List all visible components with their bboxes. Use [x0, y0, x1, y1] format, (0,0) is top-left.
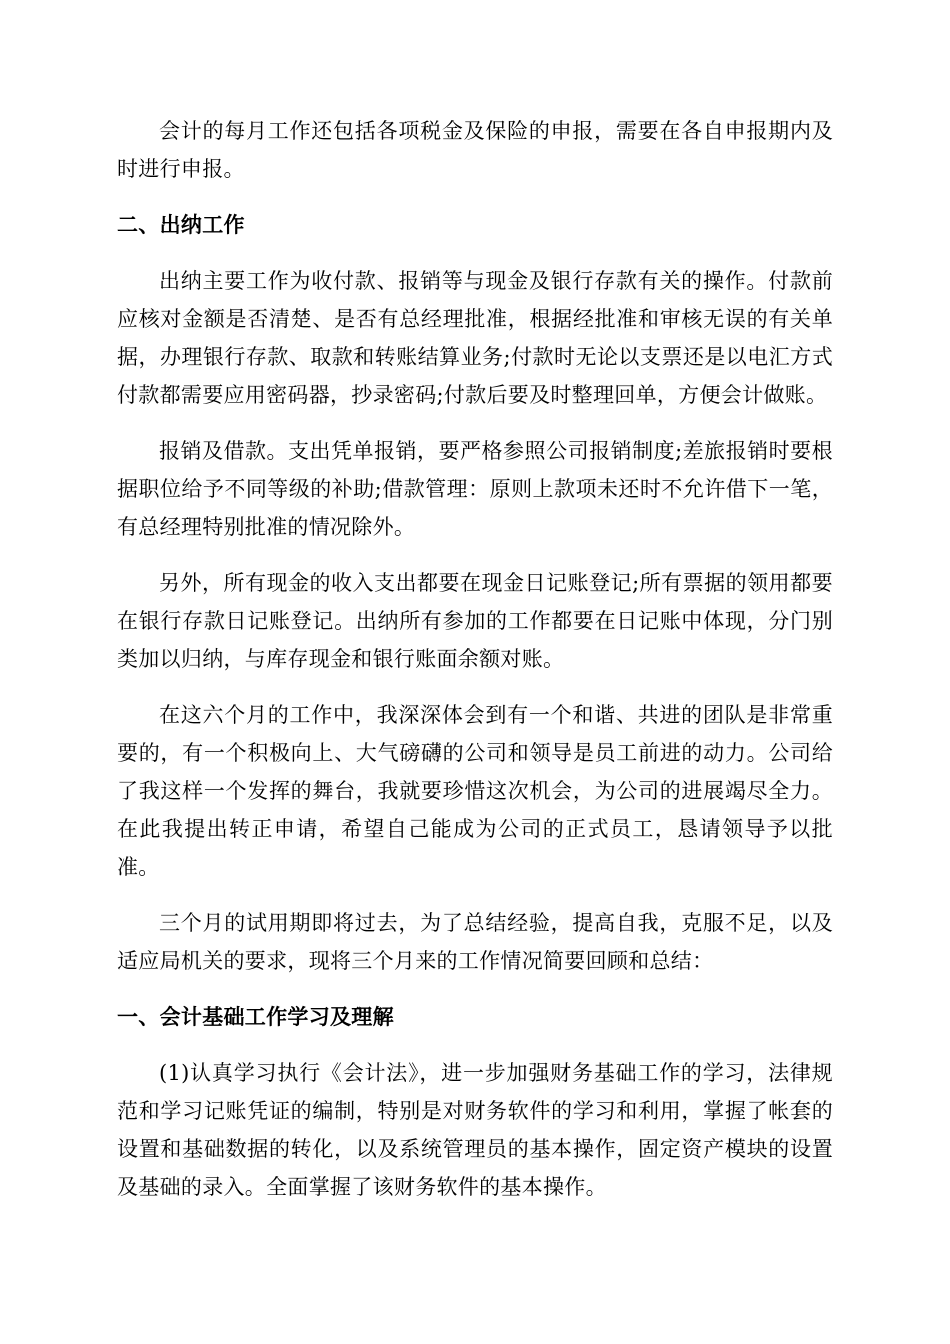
paragraph-reimbursement-loans: 报销及借款。支出凭单报销，要严格参照公司报销制度;差旅报销时要根据职位给予不同等级的补助;借款管理：原则上款项未还时不允许借下一笔，有总经理特别批准的情况除外。 [117, 439, 833, 539]
paragraph-cash-journal: 另外，所有现金的收入支出都要在现金日记账登记;所有票据的领用都要在银行存款日记账登记。出纳所有参加的工作都要在日记账中体现，分门别类加以归纳，与库存现金和银行账面余额对账。 [117, 571, 833, 671]
document-body [117, 112, 833, 1224]
paragraph-team-reflection: 在这六个月的工作中，我深深体会到有一个和谐、共进的团队是非常重要的，有一个积极向上、大气磅礴的公司和领导是员工前进的动力。公司给了我这样一个发挥的舞台，我就要珍惜这次机会，为公司的进展竭尽全力。在此我提出转正申请，希望自己能成为公司的正式员工，恳请领导予以批准。 [117, 703, 833, 879]
paragraph-tax-declaration: 会计的每月工作还包括各项税金及保险的申报，需要在各自申报期内及时进行申报。 [117, 119, 833, 181]
paragraph-probation-summary: 三个月的试用期即将过去，为了总结经验，提高自我，克服不足，以及适应局机关的要求，现将三个月来的工作情况简要回顾和总结： [117, 911, 833, 973]
heading-accounting-basics: 一、会计基础工作学习及理解 [117, 1005, 394, 1029]
paragraph-cashier-duties: 出纳主要工作为收付款、报销等与现金及银行存款有关的操作。付款前应核对金额是否清楚、是否有总经理批准，根据经批准和审核无误的有关单据，办理银行存款、取款和转账结算业务;付款时无论以支票还是以电汇方式付款都需要应用密码器，抄录密码;付款后要及时整理回单，方便会计做账。 [117, 269, 833, 407]
paragraph-accounting-law: (1)认真学习执行《会计法》，进一步加强财务基础工作的学习，法律规范和学习记账凭证的编制，特别是对财务软件的学习和利用，掌握了帐套的设置和基础数据的转化，以及系统管理员的基本操作，固定资产模块的设置及基础的录入。全面掌握了该财务软件的基本操作。 [117, 1061, 833, 1199]
heading-cashier-work: 二、出纳工作 [117, 213, 245, 237]
